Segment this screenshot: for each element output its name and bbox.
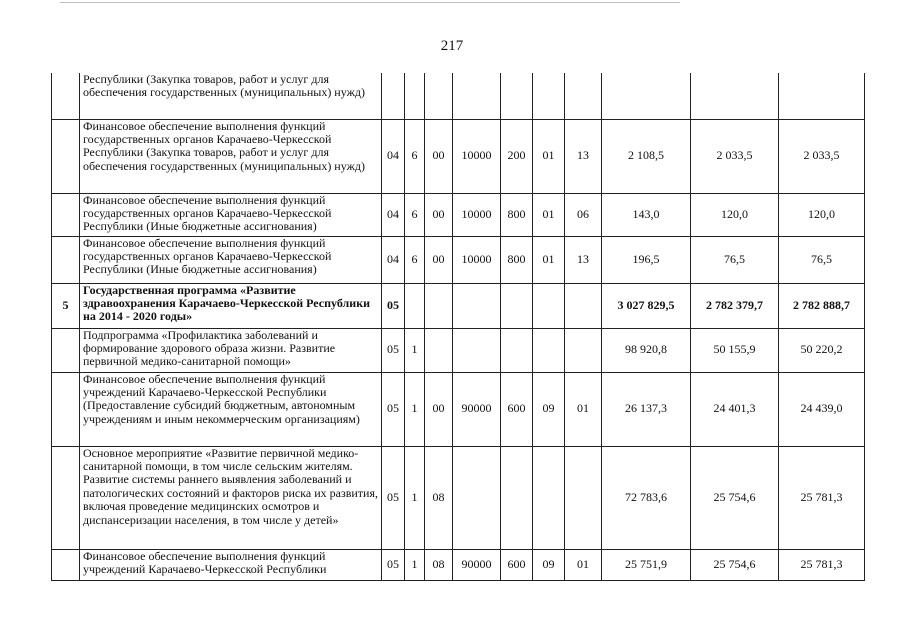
row-number: 5: [52, 283, 80, 328]
code-cell: 90000: [453, 372, 501, 446]
amount-cell: 25 754,6: [691, 446, 779, 549]
amount-cell: 24 439,0: [779, 372, 865, 446]
row-name: Финансовое обеспечение выполнения функций государственных органов Карачаево-Черкесской Республики (Иные бюджетные ассигнования): [80, 193, 382, 236]
code-cell: 6: [405, 119, 425, 193]
amount-cell: 2 782 888,7: [779, 283, 865, 328]
code-cell: 09: [533, 549, 565, 580]
code-cell: [405, 73, 425, 119]
code-cell: 1: [405, 372, 425, 446]
code-cell: [425, 328, 453, 372]
code-cell: 800: [501, 236, 533, 283]
code-cell: 00: [425, 236, 453, 283]
code-cell: [501, 283, 533, 328]
code-cell: [533, 283, 565, 328]
table-row: [52, 119, 865, 193]
amount-cell: [779, 73, 865, 119]
code-cell: 01: [565, 549, 602, 580]
code-cell: 600: [501, 549, 533, 580]
row-name: Финансовое обеспечение выполнения функций учреждений Карачаево-Черкесской Республики (Предоставление субсидий бюджетным, автономным учреждениям и иным некоммерческим организациям): [80, 372, 382, 446]
code-cell: [533, 328, 565, 372]
row-number: [52, 119, 80, 193]
table-row: [52, 446, 865, 549]
code-cell: 800: [501, 193, 533, 236]
code-cell: 05: [382, 283, 405, 328]
code-cell: 10000: [453, 119, 501, 193]
code-cell: [382, 73, 405, 119]
code-cell: 00: [425, 372, 453, 446]
code-cell: 01: [565, 372, 602, 446]
code-cell: 13: [565, 236, 602, 283]
row-name: Основное мероприятие «Развитие первичной медико-санитарной помощи, в том числе сельским жителям. Развитие системы раннего выявления заболеваний и патологических состояний и факторов риска их развития, включая проведение медицинских осмотров и диспансеризации населения, в том числе у детей»: [80, 446, 382, 549]
amount-cell: 143,0: [602, 193, 691, 236]
amount-cell: 50 220,2: [779, 328, 865, 372]
amount-cell: 3 027 829,5: [602, 283, 691, 328]
code-cell: [565, 446, 602, 549]
code-cell: 01: [533, 119, 565, 193]
code-cell: 08: [425, 446, 453, 549]
row-name: Финансовое обеспечение выполнения функций государственных органов Карачаево-Черкесской Республики (Иные бюджетные ассигнования): [80, 236, 382, 283]
code-cell: 05: [382, 372, 405, 446]
table-row: [52, 73, 865, 119]
code-cell: 05: [382, 446, 405, 549]
amount-cell: 25 751,9: [602, 549, 691, 580]
code-cell: 10000: [453, 236, 501, 283]
row-name: Финансовое обеспечение выполнения функций учреждений Карачаево-Черкесской Республики: [80, 549, 382, 580]
code-cell: 600: [501, 372, 533, 446]
amount-cell: 25 781,3: [779, 446, 865, 549]
amount-cell: 50 155,9: [691, 328, 779, 372]
amount-cell: 26 137,3: [602, 372, 691, 446]
code-cell: [453, 328, 501, 372]
code-cell: 05: [382, 328, 405, 372]
code-cell: 01: [533, 193, 565, 236]
code-cell: 04: [382, 119, 405, 193]
code-cell: [425, 283, 453, 328]
code-cell: 200: [501, 119, 533, 193]
code-cell: [501, 446, 533, 549]
row-number: [52, 549, 80, 580]
table-row: [52, 372, 865, 446]
row-name: Финансовое обеспечение выполнения функций государственных органов Карачаево-Черкесской Республики (Закупка товаров, работ и услуг для обеспечения государственных (муниципальных) нужд): [80, 119, 382, 193]
row-number: [52, 372, 80, 446]
code-cell: [565, 283, 602, 328]
code-cell: [533, 73, 565, 119]
code-cell: 01: [533, 236, 565, 283]
table-row-program: [52, 283, 865, 328]
code-cell: [565, 73, 602, 119]
code-cell: [501, 328, 533, 372]
code-cell: 13: [565, 119, 602, 193]
code-cell: [501, 73, 533, 119]
code-cell: 10000: [453, 193, 501, 236]
code-cell: 04: [382, 193, 405, 236]
code-cell: 05: [382, 549, 405, 580]
amount-cell: 120,0: [779, 193, 865, 236]
code-cell: [453, 446, 501, 549]
code-cell: [405, 283, 425, 328]
amount-cell: 2 033,5: [779, 119, 865, 193]
code-cell: 1: [405, 549, 425, 580]
row-number: [52, 73, 80, 119]
scan-edge-line: [60, 2, 680, 3]
amount-cell: 2 108,5: [602, 119, 691, 193]
amount-cell: [691, 73, 779, 119]
code-cell: 1: [405, 446, 425, 549]
code-cell: 6: [405, 193, 425, 236]
amount-cell: 76,5: [779, 236, 865, 283]
amount-cell: 72 783,6: [602, 446, 691, 549]
amount-cell: [602, 73, 691, 119]
code-cell: 00: [425, 119, 453, 193]
page-number: 217: [440, 38, 464, 54]
amount-cell: 2 782 379,7: [691, 283, 779, 328]
code-cell: 09: [533, 372, 565, 446]
code-cell: 1: [405, 328, 425, 372]
code-cell: [533, 446, 565, 549]
row-number: [52, 236, 80, 283]
code-cell: 90000: [453, 549, 501, 580]
amount-cell: 76,5: [691, 236, 779, 283]
code-cell: [565, 328, 602, 372]
code-cell: 00: [425, 193, 453, 236]
amount-cell: 196,5: [602, 236, 691, 283]
row-name: Подпрограмма «Профилактика заболеваний и формирование здорового образа жизни. Развитие первичной медико-санитарной помощи»: [80, 328, 382, 372]
row-number: [52, 328, 80, 372]
table-row: [52, 236, 865, 283]
code-cell: 04: [382, 236, 405, 283]
code-cell: 6: [405, 236, 425, 283]
amount-cell: 25 754,6: [691, 549, 779, 580]
code-cell: [453, 73, 501, 119]
amount-cell: 24 401,3: [691, 372, 779, 446]
code-cell: [453, 283, 501, 328]
row-number: [52, 193, 80, 236]
table-row: [52, 549, 865, 580]
code-cell: 08: [425, 549, 453, 580]
code-cell: 06: [565, 193, 602, 236]
row-name: Республики (Закупка товаров, работ и услуг для обеспечения государственных (муниципальных) нужд): [80, 73, 382, 119]
budget-table: [51, 73, 865, 581]
row-name: Государственная программа «Развитие здравоохранения Карачаево-Черкесской Республики на 2014 - 2020 годы»: [80, 283, 382, 328]
table-row: [52, 193, 865, 236]
amount-cell: 98 920,8: [602, 328, 691, 372]
code-cell: [425, 73, 453, 119]
amount-cell: 25 781,3: [779, 549, 865, 580]
amount-cell: 120,0: [691, 193, 779, 236]
row-number: [52, 446, 80, 549]
amount-cell: 2 033,5: [691, 119, 779, 193]
table-row: [52, 328, 865, 372]
